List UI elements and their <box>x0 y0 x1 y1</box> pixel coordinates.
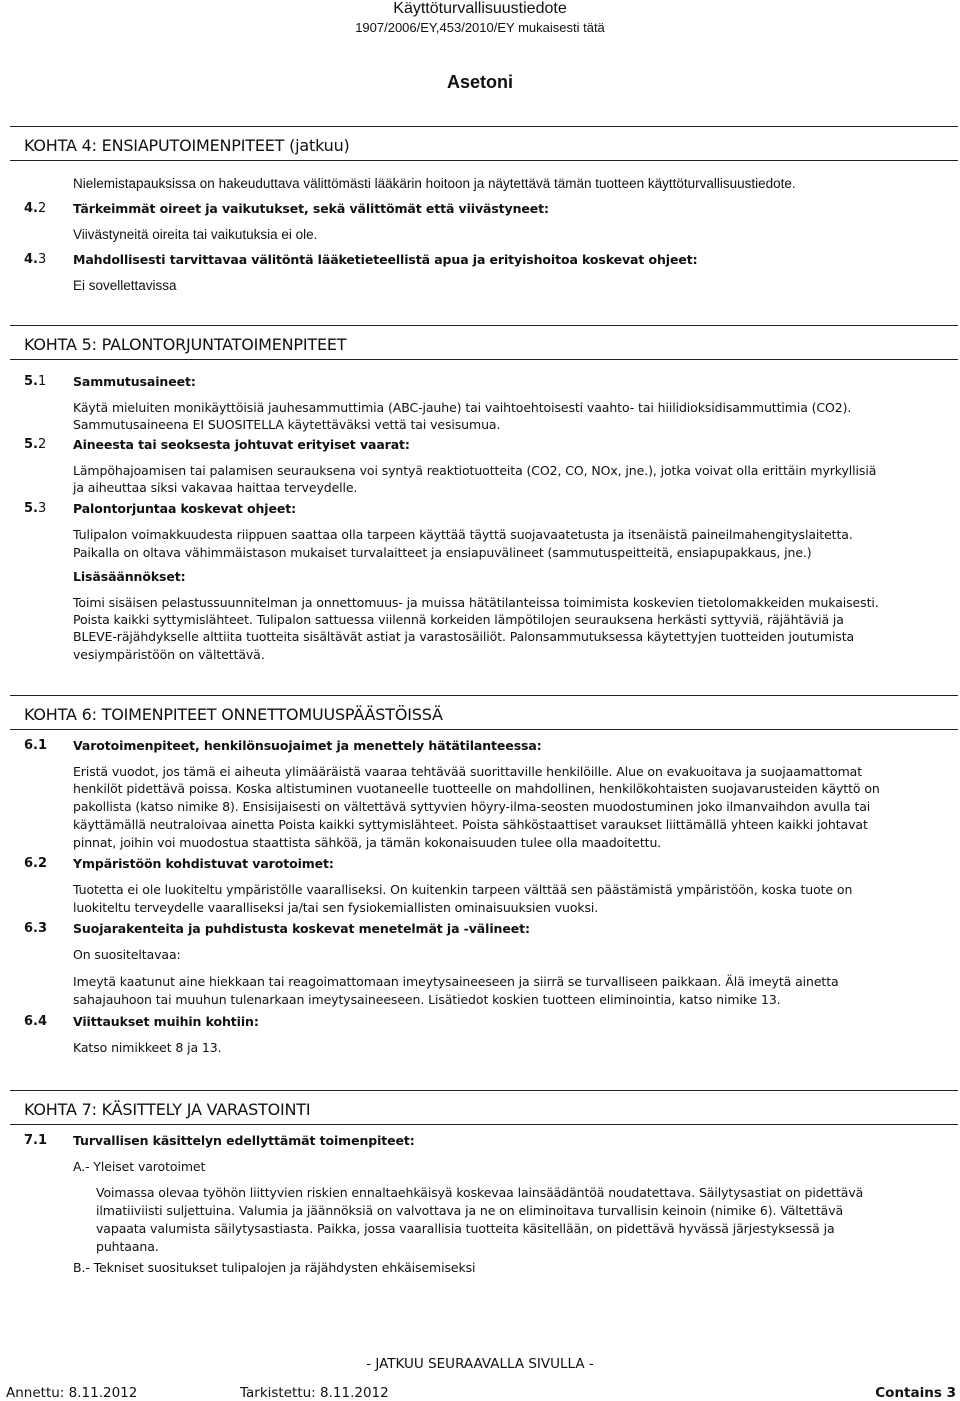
section-6-4-number: 6.4 <box>24 1014 48 1029</box>
section-6-3-sub: On suositeltavaa: <box>73 947 181 962</box>
section-6-2-line: luokiteltu terveydelle vaaralliseksi ja/tai sen fysiokemiallisten ominaisuuksien vuoksi. <box>73 900 599 915</box>
section-5-3-extra-line: vesiympäristöön on vältettävä. <box>73 647 265 662</box>
section-6-title: KOHTA 6: TOIMENPITEET ONNETTOMUUSPÄÄSTÖISSÄ <box>24 705 443 724</box>
section-5-2-line: Lämpöhajoamisen tai palamisen seurauksena voi syntyä reaktiotuotteita (CO2, CO, NOx, jne.), jotka voivat olla erittäin myrkyllisiä <box>73 463 877 478</box>
section-6-1-line: käyttämällä neutraloivaa ainetta Poista kaikki syttymislähteet. Poista sähköstaattiset varaukset liittämällä yhteen kaikki johtavat <box>73 817 868 832</box>
section-6-2-heading: Ympäristöön kohdistuvat varotoimet: <box>73 856 334 871</box>
section-7-1-line: puhtaana. <box>96 1239 159 1254</box>
section-5-3-number: 5.3 <box>24 501 47 516</box>
section-4-intro: Nielemistapauksissa on hakeuduttava välittömästi lääkärin hoitoon ja näytettävä tämän tuotteen käyttöturvallisuustiedote. <box>73 176 796 191</box>
section-6-2-number: 6.2 <box>24 856 48 871</box>
section-5-1-number: 5.1 <box>24 374 47 389</box>
section-6-3-number: 6.3 <box>24 921 48 936</box>
section-4-3-number: 4.3 <box>24 252 47 267</box>
section-7-1-heading: Turvallisen käsittelyn edellyttämät toimenpiteet: <box>73 1133 415 1148</box>
page-contains-label: Contains 3 <box>875 1385 956 1401</box>
section-5-1-line: Sammutusaineena EI SUOSITELLA käytettäväksi vettä tai vesisumua. <box>73 417 501 432</box>
issued-date: Annettu: 8.11.2012 <box>6 1385 138 1401</box>
reviewed-date: Tarkistettu: 8.11.2012 <box>240 1385 389 1401</box>
section-4-2-heading: Tärkeimmät oireet ja vaikutukset, sekä välittömät että viivästyneet: <box>73 201 549 216</box>
section-7-title: KOHTA 7: KÄSITTELY JA VARASTOINTI <box>24 1100 311 1119</box>
section-6-header <box>10 695 958 730</box>
section-7-1-line: Voimassa olevaa työhön liittyvien riskien ennaltaehkäisyä koskevaa lainsäädäntöä noudatettava. Säilytysastiat on pidettävä <box>96 1185 864 1200</box>
section-7-header <box>10 1090 958 1125</box>
section-5-3-heading: Palontorjuntaa koskevat ohjeet: <box>73 501 297 516</box>
regulation-reference: 1907/2006/EY,453/2010/EY mukaisesti tätä <box>355 20 605 35</box>
section-6-2-line: Tuotetta ei ole luokiteltu ympäristölle vaaralliseksi. On kuitenkin tarpeen välttää sen päästämistä ympäristöön, koska tuote on <box>73 882 853 897</box>
section-6-3-line: Imeytä kaatunut aine hiekkaan tai reagoimattomaan imeytysaineeseen ja siirrä se turvalliseen paikkaan. Älä imeytä ainetta <box>73 974 839 989</box>
section-4-header <box>10 126 958 161</box>
section-4-2-number: 4.2 <box>24 201 47 216</box>
section-6-1-heading: Varotoimenpiteet, henkilönsuojaimet ja menettely hätätilanteessa: <box>73 738 542 753</box>
section-4-title: KOHTA 4: ENSIAPUTOIMENPITEET (jatkuu) <box>24 136 350 155</box>
section-7-1-sub-a: A.- Yleiset varotoimet <box>73 1159 206 1174</box>
section-6-4-text: Katso nimikkeet 8 ja 13. <box>73 1040 222 1055</box>
section-6-1-line: henkilöt pidettävä poissa. Koska altistuminen vuotaneelle tuotteelle on mahdollinen, henkilökohtaisten suojavarusteiden käyttö on <box>73 781 880 796</box>
section-6-4-heading: Viittaukset muihin kohtiin: <box>73 1014 259 1029</box>
section-6-1-number: 6.1 <box>24 738 48 753</box>
section-6-1-line: Eristä vuodot, jos tämä ei aiheuta ylimääräistä vaaraa tehtävää suorittaville henkilöille. Alue on evakuoitava ja suojaamattomat <box>73 764 863 779</box>
section-7-1-line: ilmatiiviisti suljettuina. Valumia ja jäännöksiä on valvottava ja ne on eliminoitava turvallisin keinoin (nimike 6). Vältettävä <box>96 1203 844 1218</box>
section-4-3-text: Ei sovellettavissa <box>73 278 177 293</box>
section-5-2-number: 5.2 <box>24 437 47 452</box>
continues-notice: - JATKUU SEURAAVALLA SIVULLA - <box>366 1356 594 1372</box>
section-5-3-line: Tulipalon voimakkuudesta riippuen saattaa olla tarpeen käyttää täyttä suojavaatetusta ja itsenäistä paineilmahengityslaitetta. <box>73 527 853 542</box>
section-5-2-line: ja aiheuttaa siksi vakavaa haittaa terveydelle. <box>73 480 358 495</box>
section-5-title: KOHTA 5: PALONTORJUNTATOIMENPITEET <box>24 335 347 354</box>
section-5-header <box>10 325 958 360</box>
section-5-2-heading: Aineesta tai seoksesta johtuvat erityiset vaarat: <box>73 437 410 452</box>
section-7-1-number: 7.1 <box>24 1133 48 1148</box>
section-6-1-line: pinnat, joihin voi muodostua staattista sähköä, ja tämän kokonaisuuden tulee olla maadoitettu. <box>73 835 662 850</box>
section-7-1-sub-b: B.- Tekniset suositukset tulipalojen ja räjähdysten ehkäisemiseksi <box>73 1260 476 1275</box>
section-5-3-line: Paikalla on oltava vähimmäistason mukaiset turvalaitteet ja ensiapuvälineet (sammutuspeitteitä, ensiapupakkaus, jne.) <box>73 545 812 560</box>
section-7-1-line: vapaata valumista säilytysastiasta. Paikka, jossa vaarallisia tuotteita käsitellään, on pidettävä hyvässä järjestyksessä ja <box>96 1221 835 1236</box>
section-4-3-heading: Mahdollisesti tarvittavaa välitöntä lääketieteellistä apua ja erityishoitoa koskevat ohjeet: <box>73 252 698 267</box>
section-6-1-line: pakollista (katso nimike 8). Ensisijaisesti on vältettävä syttyvien höyry-ilma-seosten muodostuminen joko ilmanvaihdon avulla tai <box>73 799 871 814</box>
section-6-3-line: sahajauhoon tai muuhun tulenarkaan imeytysaineeseen. Lisätiedot koskien tuotteen eliminointia, katso nimike 13. <box>73 992 781 1007</box>
section-5-1-line: Käytä mieluiten monikäyttöisiä jauhesammuttimia (ABC-jauhe) tai vaihtoehtoisesti vaahto- tai hiilidioksidisammuttimia (CO2). <box>73 400 852 415</box>
section-6-3-heading: Suojarakenteita ja puhdistusta koskevat menetelmät ja -välineet: <box>73 921 530 936</box>
section-5-3-extra-line: Toimi sisäisen pelastussuunnitelman ja onnettomuus- ja muissa hätätilanteissa toimimista koskevien tietolomakkeiden mukaisesti. <box>73 595 879 610</box>
section-5-3-extra-line: BLEVE-räjähdykselle alttiita tuotteita sisältävät astiat ja varastosäiliöt. Palonsammutuksessa käytettyjen tuotteiden joutumista <box>73 629 855 644</box>
section-5-1-heading: Sammutusaineet: <box>73 374 196 389</box>
section-5-3-extra-heading: Lisäsäännökset: <box>73 569 186 584</box>
document-title: Käyttöturvallisuustiedote <box>393 0 567 17</box>
product-name: Asetoni <box>446 72 513 92</box>
section-5-3-extra-line: Poista kaikki syttymislähteet. Tulipalon sattuessa viilennä korkeiden lämpötilojen seurauksena herkästi syttyviä, räjähtäviä ja <box>73 612 844 627</box>
section-4-2-text: Viivästyneitä oireita tai vaikutuksia ei ole. <box>73 227 318 242</box>
